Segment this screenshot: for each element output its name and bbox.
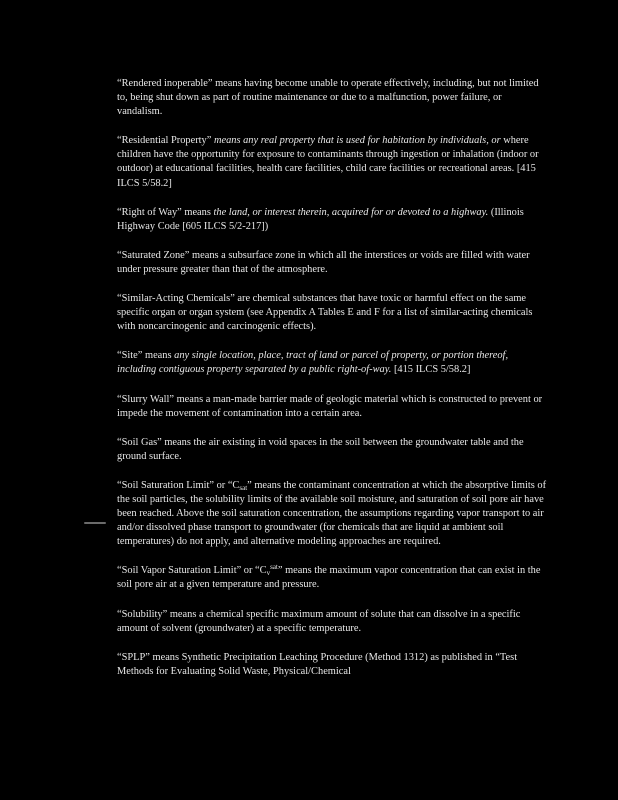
definition-similar-acting-chemicals <box>117 292 547 334</box>
symbol-script: v <box>266 569 271 578</box>
symbol-script: sat <box>239 483 248 492</box>
definition-soil-gas <box>117 436 547 464</box>
definition-soil-saturation-limit <box>117 479 547 549</box>
definition-text: “SPLP” means Synthetic Precipitation Leaching Procedure (Method 1312) as published in “Test Methods for Evaluating Solid Waste, Physical/Chemical <box>117 651 518 677</box>
symbol-script: sat <box>270 563 278 572</box>
definition-text: “Site” means <box>117 350 175 362</box>
statutory-text: the land, or interest therein, acquired for or devoted to a highway. <box>213 206 489 218</box>
definition-text: “Rendered inoperable” means having become unable to operate effectively, including, but not limited to, being shut down as part of routine maintenance or due to a malfunction, power failure, or vandalism. <box>117 78 539 118</box>
definition-solubility <box>117 608 547 636</box>
definition-text: “Soil Saturation Limit” or “C <box>117 479 240 491</box>
definition-rendered-inoperable <box>117 77 547 119</box>
definition-text: where children have the opportunity for exposure to contaminants through ingestion or inhalation (indoor or outdoor) at educational facilities, health care facilities, child care facilities or recreational areas. [415 ILCS 5/58.2] <box>117 135 539 189</box>
definition-text: ” means the contaminant concentration at which the absorptive limits of the soil particles, the solubility limits of the available soil moisture, and saturation of soil pore air have been reached. Above the soil saturation concentration, the assumptions regarding vapor transport to air and/or dissolved phase transport to groundwater (for chemicals that are liquid at ambient soil temperatures) do not apply, and alternative modeling approaches are required. <box>117 479 547 548</box>
definition-text: “Similar-Acting Chemicals” are chemical substances that have toxic or harmful effect on the same specific organ or organ system (see Appendix A Tables E and F for a list of similar-acting chemicals with noncarcinogenic and carcinogenic effects). <box>117 293 533 333</box>
statutory-text: any single location, place, tract of land or parcel of property, or portion thereof, including contiguous property separated by a public right-of-way. <box>117 350 509 376</box>
definition-saturated-zone <box>117 249 547 277</box>
definition-text: [415 ILCS 5/58.2] <box>391 364 471 376</box>
definition-text: “Soil Vapor Saturation Limit” or “C <box>117 565 267 577</box>
definition-text: (Illinois Highway Code [605 ILCS 5/2-217]) <box>117 206 524 232</box>
definition-right-of-way <box>117 206 547 234</box>
definition-text: ” means the maximum vapor concentration that can exist in the soil pore air at a given temperature and pressure. <box>117 565 541 591</box>
definition-text: “Soil Gas” means the air existing in void spaces in the soil between the groundwater table and the ground surface. <box>117 436 524 462</box>
definition-soil-vapor-saturation-limit <box>117 564 547 592</box>
definition-text: “Residential Property” <box>117 135 214 147</box>
definition-text: “Right of Way” means <box>117 206 214 218</box>
definition-text: “Slurry Wall” means a man-made barrier made of geologic material which is constructed to prevent or impede the movement of contamination into a certain area. <box>117 393 543 419</box>
definition-text: “Solubility” means a chemical specific maximum amount of solute that can dissolve in a specific amount of solvent (groundwater) at a specific temperature. <box>117 608 521 634</box>
definition-residential-property <box>117 134 547 190</box>
definitions-list <box>117 77 547 694</box>
statutory-text: means any real property that is used for habitation by individuals, or <box>213 135 501 147</box>
definition-text: “Saturated Zone” means a subsurface zone in which all the interstices or voids are filled with water under pressure greater than that of the atmosphere. <box>117 249 530 275</box>
margin-mark <box>84 522 106 524</box>
definition-slurry-wall <box>117 393 547 421</box>
definition-splp <box>117 651 547 679</box>
definition-site <box>117 349 547 377</box>
